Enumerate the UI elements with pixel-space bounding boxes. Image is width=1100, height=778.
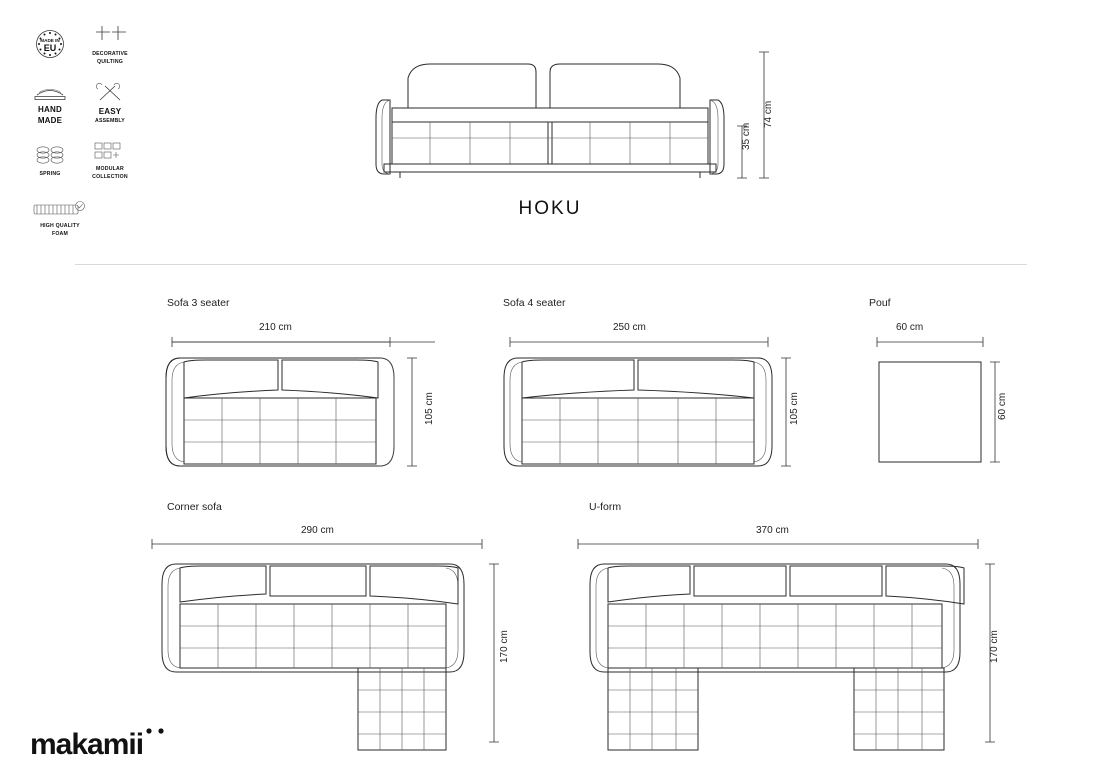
- variant-depth-sofa-3-seater: 105 cm: [424, 392, 435, 425]
- quilting-icon: [93, 23, 127, 49]
- variant-width-sofa-4-seater: 250 cm: [613, 322, 646, 333]
- badge-label: QUILTING: [97, 59, 123, 65]
- badge-label: COLLECTION: [92, 174, 128, 180]
- badge-label: DECORATIVE: [92, 51, 128, 57]
- brand-logo: [30, 726, 190, 766]
- badge-spring: [24, 134, 76, 186]
- variant-depth-sofa-4-seater: 105 cm: [789, 392, 800, 425]
- badge-hand-made: [24, 76, 76, 128]
- modular-icon: [91, 140, 129, 164]
- badge-label: EASY: [98, 106, 122, 116]
- badge-label: HIGH QUALITY: [40, 223, 80, 229]
- spring-icon: [32, 143, 68, 169]
- page-title: HOKU: [518, 198, 582, 219]
- badge-made-in-eu: [24, 18, 76, 70]
- badge-easy-assembly: [84, 76, 136, 128]
- variant-label-sofa-3-seater: Sofa 3 seater: [167, 297, 230, 309]
- badge-decorative-quilting: [84, 18, 136, 70]
- eu-stars-icon: [30, 29, 70, 59]
- badge-label: ASSEMBLY: [95, 117, 125, 124]
- tools-icon: [94, 81, 126, 105]
- hero-total-height-label: 74 cm: [763, 100, 774, 128]
- top-view-corner-sofa: [140, 538, 510, 768]
- top-view-u-form: [566, 538, 1006, 768]
- variant-label-corner-sofa: Corner sofa: [167, 501, 222, 513]
- variant-width-sofa-3-seater: 210 cm: [259, 322, 292, 333]
- variant-width-corner-sofa: 290 cm: [301, 525, 334, 536]
- badge-label: MADE: [37, 116, 63, 125]
- variant-label-sofa-4-seater: Sofa 4 seater: [503, 297, 566, 309]
- variant-label-u-form: U-form: [589, 501, 622, 513]
- svg-text:MADE IN: MADE IN: [40, 38, 60, 43]
- badge-label: MODULAR: [96, 166, 124, 172]
- badge-row: [24, 18, 144, 70]
- badge-label: SPRING: [39, 171, 61, 177]
- badge-row: [24, 134, 144, 186]
- hero-front-view-drawing: [370, 48, 730, 188]
- variant-width-pouf: 60 cm: [896, 322, 924, 333]
- svg-text:makamii: makamii: [30, 728, 144, 761]
- variant-label-pouf: Pouf: [869, 297, 891, 309]
- badge-label: FOAM: [51, 231, 69, 237]
- section-divider: [75, 264, 1027, 265]
- badge-label: HAND: [38, 105, 62, 114]
- badge-modular-collection: [84, 134, 136, 186]
- hero-seat-height-label: 35 cm: [741, 122, 752, 150]
- variant-depth-u-form: 170 cm: [989, 630, 1000, 663]
- variant-depth-pouf: 60 cm: [997, 392, 1008, 420]
- hand-made-icon: [29, 79, 71, 103]
- variant-depth-corner-sofa: 170 cm: [499, 630, 510, 663]
- top-view-sofa-3-seater: [150, 336, 435, 476]
- badge-row: [24, 76, 144, 128]
- top-view-pouf: [855, 336, 1015, 476]
- top-view-sofa-4-seater: [488, 336, 798, 476]
- variant-width-u-form: 370 cm: [756, 525, 789, 536]
- svg-text:EU: EU: [43, 43, 57, 53]
